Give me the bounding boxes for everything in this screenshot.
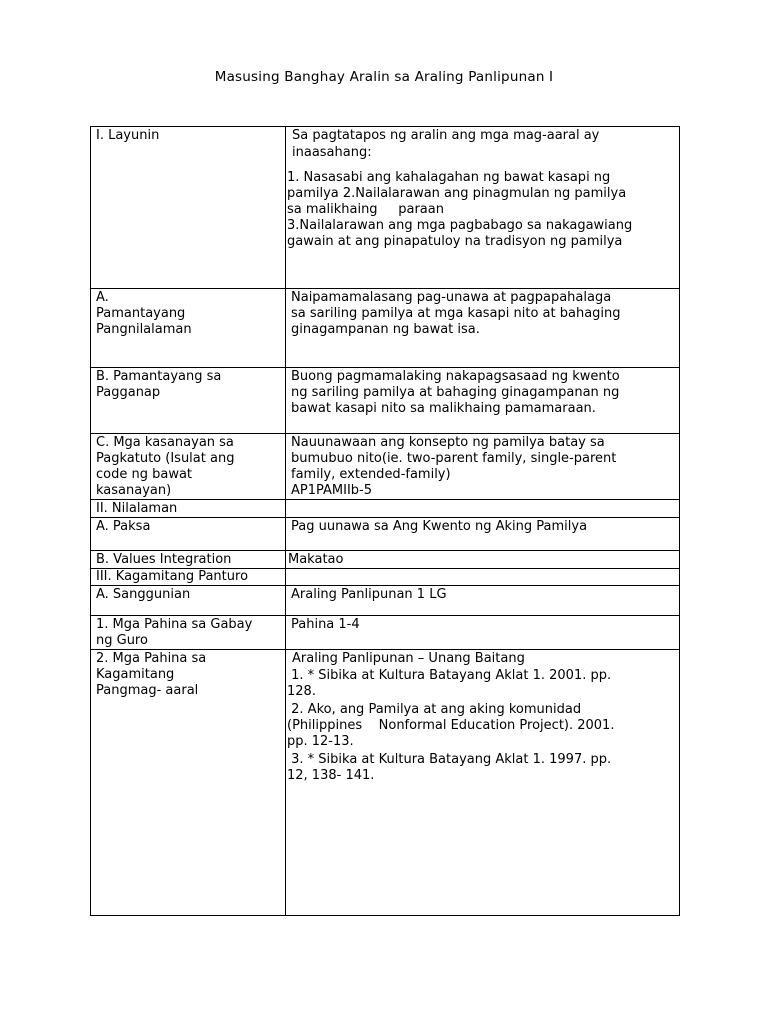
label-cell-pamantayang-pagganap: [91, 368, 286, 434]
reference-2-line-3: pp. 12-13.: [287, 734, 354, 749]
layunin-objective-3b: gawain at ang pinapatuloy na tradisyon ng pamilya: [287, 234, 623, 249]
reference-3-line-2: 12, 138- 141.: [287, 768, 375, 783]
sanggunian-label: A. Sanggunian: [96, 587, 191, 602]
kagamitang-panturo-label: III. Kagamitang Panturo: [96, 569, 249, 584]
pagganap-label-line-2: Pagganap: [96, 385, 161, 400]
layunin-objective-3a: 3.Nailalarawan ang mga pagbabago sa nakagawiang: [287, 218, 633, 233]
layunin-objective-1c: sa malikhaing paraan: [287, 202, 444, 217]
lesson-plan-table: [90, 126, 680, 916]
label-cell-kasanayan: [91, 434, 286, 500]
table-row-nilalaman: [91, 500, 680, 518]
value-cell-sanggunian: [286, 586, 680, 616]
pangnilalaman-label-line-3: Pangnilalaman: [96, 322, 192, 337]
table-row-pamantayang-pangnilalaman: [91, 289, 680, 368]
pahina-kagamitang-label-line-1: 2. Mga Pahina sa: [96, 651, 207, 666]
value-cell-pahina-kagamitang: [286, 650, 680, 916]
pahina-kagamitang-label-line-3: Pangmag- aaral: [96, 683, 199, 698]
nilalaman-label: II. Nilalaman: [96, 501, 178, 516]
label-cell-pamantayang-pangnilalaman: [91, 289, 286, 368]
pangnilalaman-text-line-1: Naipamamalasang pag-unawa at pagpapahalaga: [291, 290, 612, 305]
value-cell-pahina-gabay: [286, 616, 680, 650]
label-cell-pahina-gabay: [91, 616, 286, 650]
table-row-pahina-kagamitang: [91, 650, 680, 916]
sanggunian-value: Araling Panlipunan 1 LG: [291, 587, 447, 602]
label-cell-sanggunian: [91, 586, 286, 616]
kasanayan-text-line-3: family, extended-family): [291, 467, 451, 482]
layunin-label: I. Layunin: [96, 128, 160, 143]
value-cell-nilalaman: [286, 500, 680, 518]
value-cell-paksa: [286, 518, 680, 551]
kasanayan-label-line-4: kasanayan): [96, 483, 172, 498]
table-row-values-integration: [91, 551, 680, 569]
pahina-kagamitang-heading: Araling Panlipunan – Unang Baitang: [292, 651, 525, 666]
kasanayan-text-line-1: Nauunawaan ang konsepto ng pamilya batay sa: [291, 435, 605, 450]
reference-2-line-2: (Philippines Nonformal Education Project). 2001.: [287, 718, 615, 733]
value-cell-kasanayan: [286, 434, 680, 500]
label-cell-kagamitang-panturo: [91, 569, 286, 586]
pahina-kagamitang-label-line-2: Kagamitang: [96, 667, 175, 682]
table-row-kagamitang-panturo: [91, 569, 680, 586]
reference-3-line-1: 3. * Sibika at Kultura Batayang Aklat 1. 1997. pp.: [287, 752, 612, 767]
table-row-paksa: [91, 518, 680, 551]
kasanayan-label-line-2: Pagkatuto (Isulat ang: [96, 451, 235, 466]
values-integration-label: B. Values Integration: [96, 552, 232, 567]
pangnilalaman-label-line-2: Pamantayang: [96, 306, 186, 321]
paksa-value: Pag uunawa sa Ang Kwento ng Aking Pamilya: [291, 519, 588, 534]
table-row-pamantayang-pagganap: [91, 368, 680, 434]
layunin-objective-1a: 1. Nasasabi ang kahalagahan ng bawat kasapi ng: [287, 170, 611, 185]
layunin-objective-1b: pamilya 2.Nailalarawan ang pinagmulan ng pamilya: [287, 186, 627, 201]
value-cell-pamantayang-pangnilalaman: [286, 289, 680, 368]
table-row-sanggunian: [91, 586, 680, 616]
value-cell-pamantayang-pagganap: [286, 368, 680, 434]
table-row-kasanayan: [91, 434, 680, 500]
label-cell-pahina-kagamitang: [91, 650, 286, 916]
paksa-label: A. Paksa: [96, 519, 151, 534]
kasanayan-code: AP1PAMIIb-5: [291, 483, 373, 498]
kasanayan-text-line-2: bumubuo nito(ie. two-parent family, single-parent: [291, 451, 617, 466]
value-cell-layunin: [286, 127, 680, 289]
reference-2-line-1: 2. Ako, ang Pamilya at ang aking komunidad: [287, 702, 582, 717]
pagganap-text-line-2: ng sariling pamilya at bahaging ginagampanan ng: [291, 385, 620, 400]
table-row-layunin: [91, 127, 680, 289]
layunin-intro-line-2: inaasahang:: [292, 145, 372, 160]
layunin-intro-line-1: Sa pagtatapos ng aralin ang mga mag-aaral ay: [292, 128, 600, 143]
reference-1-line-1: 1. * Sibika at Kultura Batayang Aklat 1. 2001. pp.: [287, 668, 612, 683]
pagganap-text-line-3: bawat kasapi nito sa malikhaing pamamaraan.: [291, 401, 596, 416]
table-row-pahina-gabay: [91, 616, 680, 650]
value-cell-kagamitang-panturo: [286, 569, 680, 586]
label-cell-nilalaman: [91, 500, 286, 518]
reference-1-line-2: 128.: [287, 684, 316, 699]
label-cell-values-integration: [91, 551, 286, 569]
pagganap-text-line-1: Buong pagmamalaking nakapagsasaad ng kwento: [291, 369, 620, 384]
pahina-gabay-value: Pahina 1-4: [291, 617, 360, 632]
pangnilalaman-label-line-1: A.: [96, 290, 109, 305]
pahina-gabay-label-line-2: ng Guro: [96, 633, 148, 648]
value-cell-values-integration: [286, 551, 680, 569]
document-title: Masusing Banghay Aralin sa Araling Panlipunan I: [214, 69, 554, 85]
pangnilalaman-text-line-2: sa sariling pamilya at mga kasapi nito at bahaging: [291, 306, 621, 321]
label-cell-paksa: [91, 518, 286, 551]
kasanayan-label-line-3: code ng bawat: [96, 467, 193, 482]
label-cell-layunin: [91, 127, 286, 289]
kasanayan-label-line-1: C. Mga kasanayan sa: [96, 435, 234, 450]
pahina-gabay-label-line-1: 1. Mga Pahina sa Gabay: [96, 617, 253, 632]
pagganap-label-line-1: B. Pamantayang sa: [96, 369, 222, 384]
values-integration-value: Makatao: [288, 552, 344, 567]
pangnilalaman-text-line-3: ginagampanan ng bawat isa.: [291, 322, 480, 337]
